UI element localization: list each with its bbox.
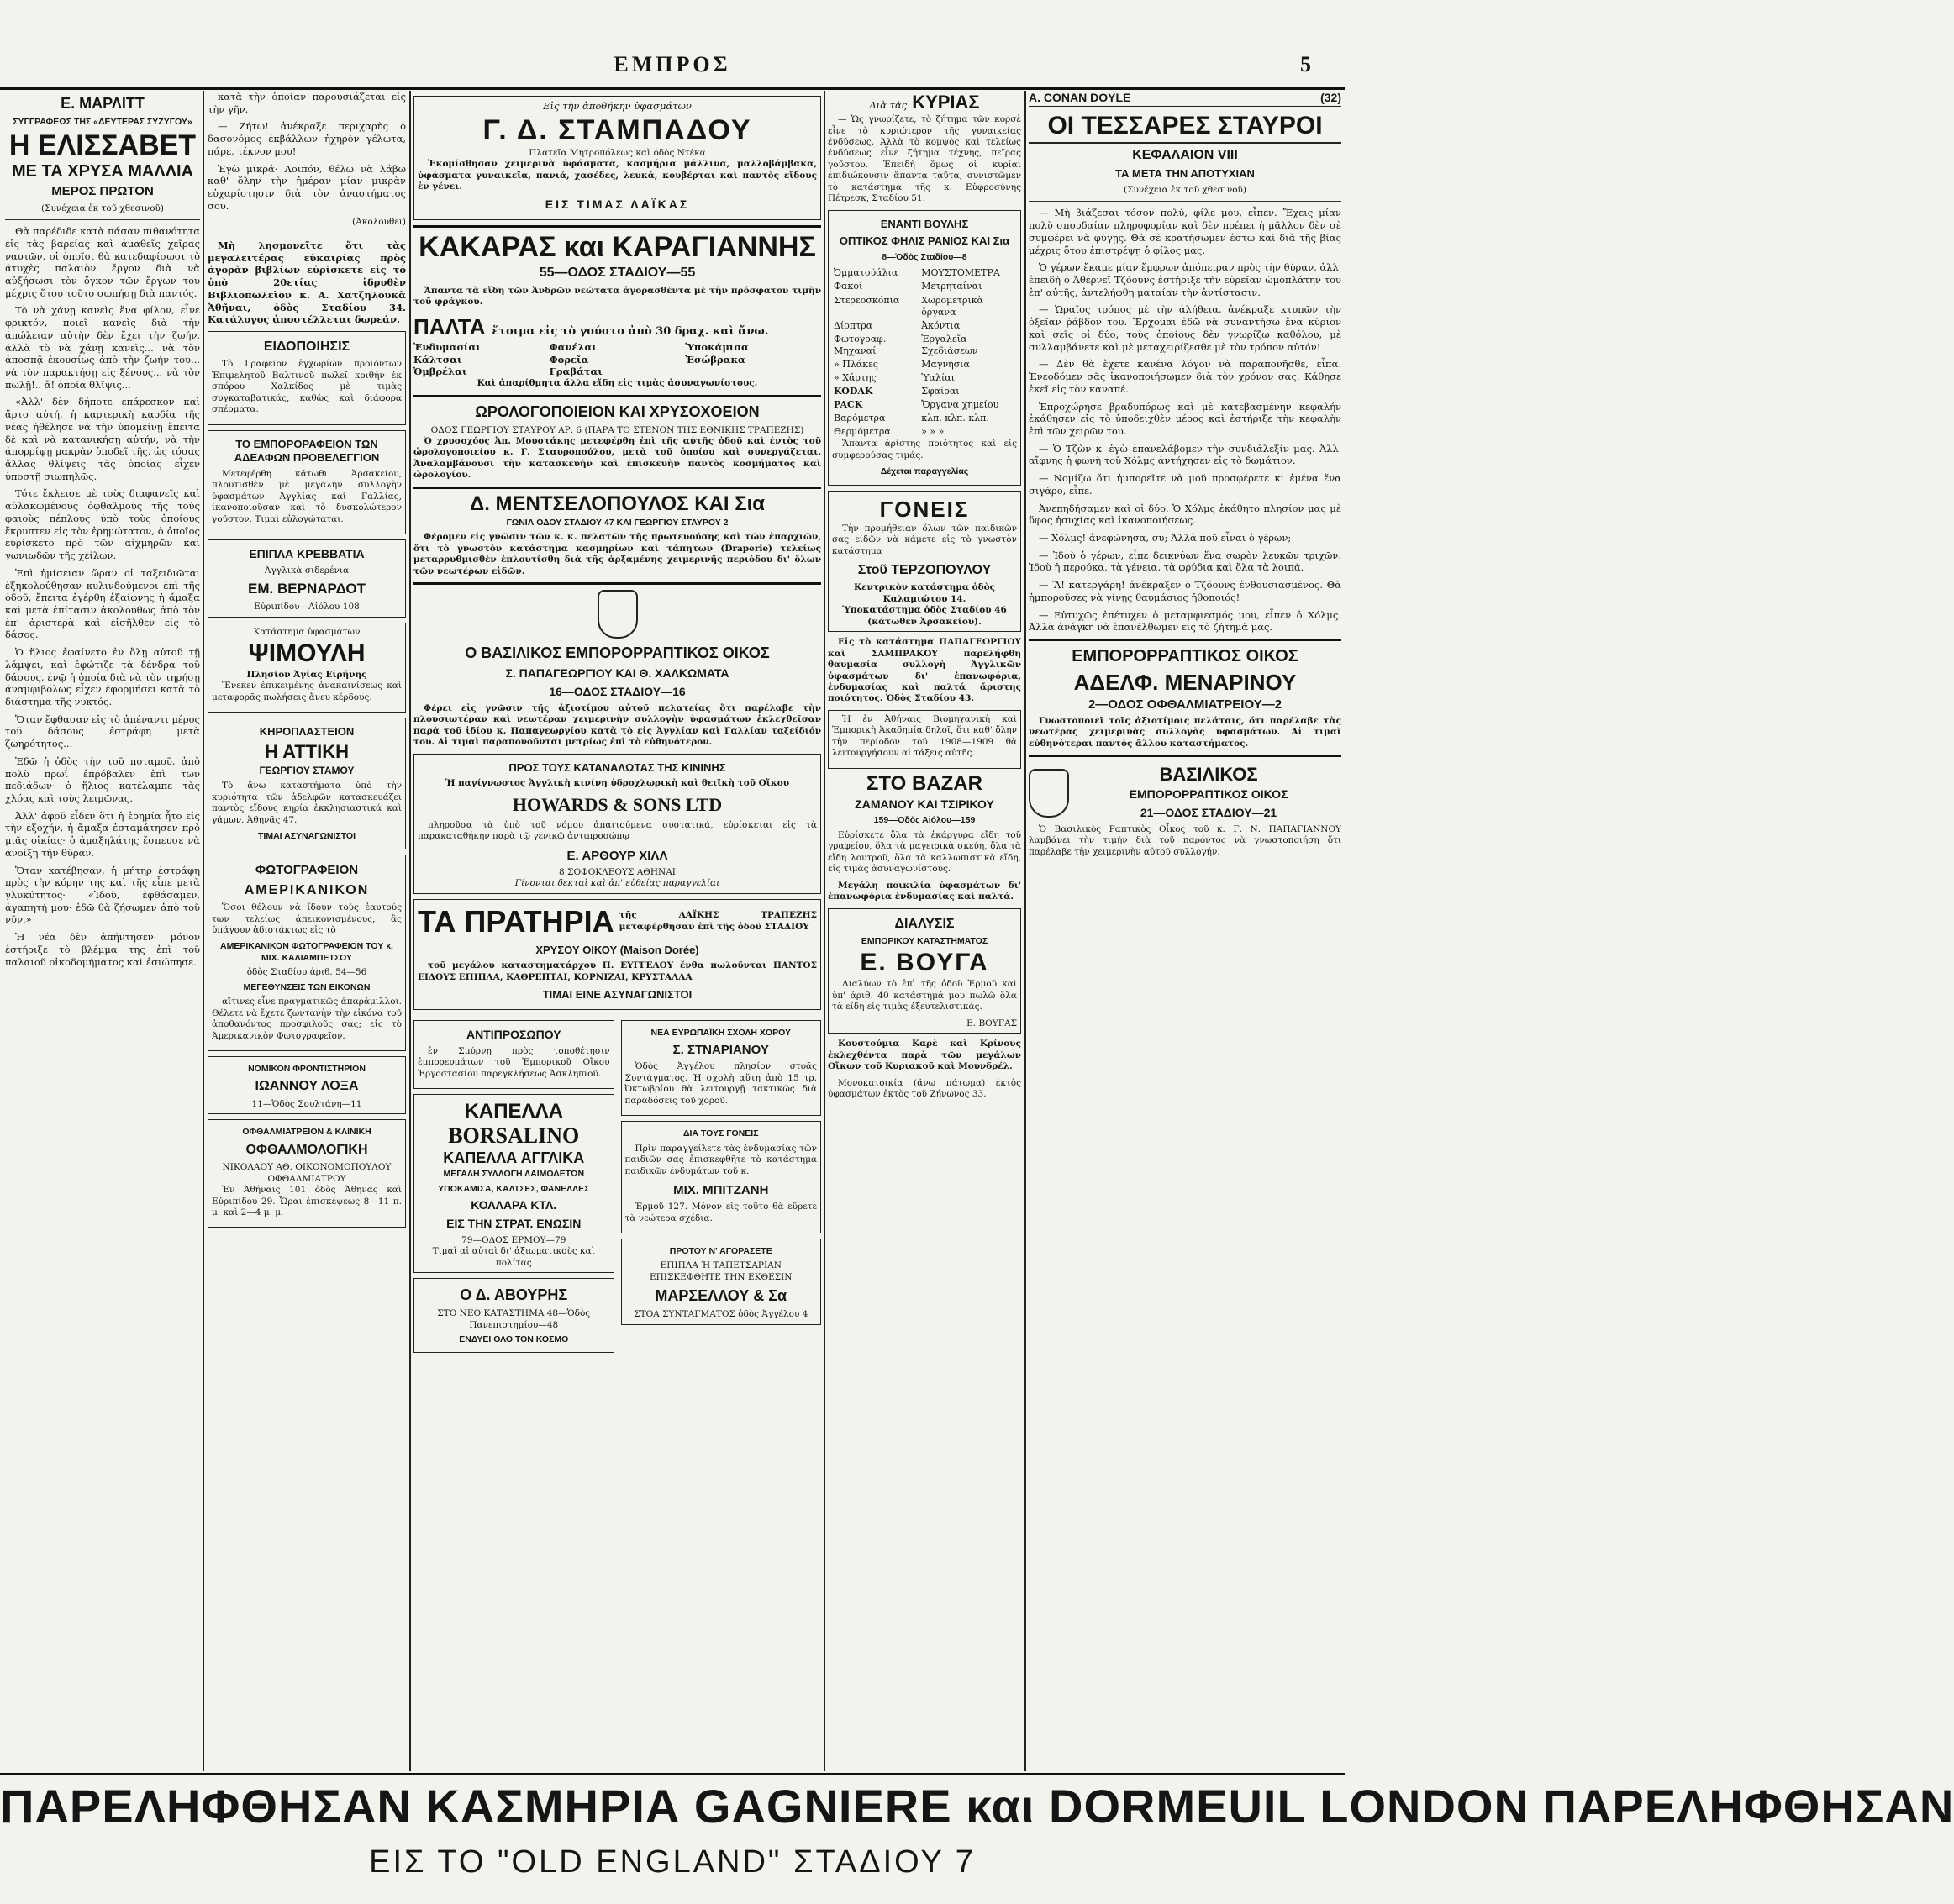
ad-item: Ὀμβρέλαι	[413, 366, 467, 378]
table-row	[832, 425, 1017, 439]
table-cell: κλπ. κλπ. κλπ.	[921, 413, 989, 424]
divider	[413, 487, 821, 489]
ad-text: Ἐν Ἀθήναις 101 ὁδὸς Ἀθηνᾶς καὶ Εὐριπίδου 29. Ὧραι ἐπισκέψεως 8—11 π. μ. καὶ 2—4 μ. μ.	[212, 1185, 402, 1218]
ad-text: Ὁ χρυσοχόος Ἀπ. Μουστάκης μετεφέρθη ἐπὶ τῆς αὐτῆς ὁδοῦ καὶ ἐντὸς τοῦ ὡρολογοποιείου κ. Γ. Σταυροπούλου, μετὰ τοῦ ὁποίου καὶ συνεργάζεται. Ἀναλαμβάνουσι τὴν κατασκευὴν καὶ ἐπισκευὴν παντὸς κοσμήματος καὶ ὡρολογίου.	[413, 436, 821, 481]
ad-head: Εἰς τὴν ἀποθήκην ὑφασμάτων	[543, 100, 692, 112]
divider	[413, 395, 821, 397]
table-row	[832, 358, 1017, 371]
ad-text: αἵτινες εἶνε πραγματικῶς ἀπαράμιλλοι. Θέλετε νὰ ἔχετε ζωντανὴν τὴν εἰκόνα τοῦ ἀποθανόντος προσφιλοῦς σας; εἰς τὸ Ἀμερικανικὸν Φωτογραφεῖον.	[212, 997, 402, 1041]
ad-palta: ΠΑΛΤΑ	[413, 313, 486, 339]
ad-beds	[208, 539, 406, 618]
serial-author: Ε. ΜΑΡΛΙΤΤ	[61, 95, 145, 112]
ad-names: Σ. ΠΑΠΑΓΕΩΡΓΙΟΥ ΚΑΙ Θ. ΧΑΛΚΩΜΑΤΑ	[505, 666, 729, 681]
ad-title: ΚΑΠΕΛΛΑ	[464, 1100, 563, 1123]
paragraph: Τότε ἔκλεισε μὲ τοὺς διαφανεῖς καὶ αὐλακωμένους ὀφθαλμοὺς τῆς τοὺς φαιοὺς πέπλους ὑπὸ τοὺς ὁποίους ἔκρυπτεν εἰς τὸν ἐρημώτατον, ὁ ὁποῖος εὑρίσκετο πρὸ τῶν αἰχμηρῶν καὶ γωνιωδῶν τῆς χείλων.	[5, 487, 200, 562]
ad-quinine	[413, 754, 821, 894]
ad-provelengios	[208, 430, 406, 534]
ad-at: ΕΙΣ ΤΗΝ ΣΤΡΑΤ. ΕΝΩΣΙΝ	[446, 1216, 582, 1230]
ad-name: ΜΙΧ. ΜΠΙΤΖΑΝΗ	[673, 1182, 769, 1197]
paragraph: Ὁ ἥλιος ἐφαίνετο ἐν ὅλῃ αὐτοῦ τῇ λάμψει, καὶ ἐφώτιζε τὰ δένδρα τοῦ δάσους, ἐνῷ ἡ ὁποία διὰ νὰ τὸν τηρήσῃ ἀναμφιβόλως εἶχεν ἐφορμήσει κατὰ τὸ διάστημα τῆς νυκτός.	[5, 646, 200, 707]
table-row	[832, 266, 1017, 280]
newspaper-title: ΕΜΠΡΟΣ	[614, 52, 731, 76]
table-cell: Φακοί	[834, 281, 863, 292]
table-cell: » Χάρτης	[834, 371, 877, 383]
ad-collars: ΚΟΛΛΑΡΑ ΚΤΛ.	[471, 1197, 557, 1212]
chapter-title: ΤΑ ΜΕΤΑ ΤΗΝ ΑΠΟΤΥΧΙΑΝ	[1115, 167, 1255, 181]
ad-doctor: ΝΙΚΟΛΑΟΥ ΑΘ. ΟΙΚΟΝΟΜΟΠΟΥΛΟΥ	[222, 1162, 392, 1173]
table-row	[832, 398, 1017, 412]
divider	[413, 582, 821, 585]
ad-title: ΤΑ ΠΡΑΤΗΡΙΑ	[418, 903, 614, 939]
ad-title: ΔΙΑΛΥΣΙΣ	[894, 916, 955, 931]
ad-subtitle: ΕΠΙΠΛΑ Ή ΤΑΠΕΤΣΑΡΙΑΝ ΕΠΙΣΚΕΦΘΗΤΕ ΤΗΝ ΕΚΘΕΣΙΝ	[649, 1260, 793, 1282]
table-row	[832, 333, 1017, 358]
ad-item: Ἐσώβρακα	[685, 353, 745, 366]
continuation-note: (Συνέχεια ἐκ τοῦ χθεσινοῦ)	[40, 202, 165, 213]
ad-name: ΕΜ. ΒΕΡΝΑΡΔΟΤ	[248, 581, 366, 597]
ad-text: ΣΤΟ ΝΕΟ ΚΑΤΑΣΤΗΜΑ 48—Ὁδὸς Πανεπιστημίου—48	[437, 1308, 591, 1330]
ad-text: Ἐκομίσθησαν χειμερινὰ ὑφάσματα, κασμήρια μάλλινα, μαλλοβάμβακα, ὑφάσματα γυναικεῖα, πανιά, χασέδες, λευκά, κουβέρται καὶ παντὸς εἴδους ἐν γένει.	[418, 159, 817, 192]
continued-note: (Ἀκολουθεῖ)	[352, 217, 406, 228]
ad-text: Πρὶν παραγγείλετε τὰς ἐνδυμασίας τῶν παιδιῶν σας ἐπισκεφθῆτε τὸ κατάστημα παιδικῶν ἐνδυμάτων τοῦ κ.	[624, 1143, 817, 1176]
ad-title: ΒΑΣΙΛΙΚΟΣ	[1159, 764, 1258, 786]
table-cell: Χωρομετρικὰ ὄργανα	[921, 294, 984, 318]
table-cell: Ὄργανα χημείου	[921, 399, 999, 411]
column-rule	[824, 91, 825, 1771]
table-cell: Στερεοσκόπια	[834, 294, 900, 306]
ad-text: Ὁ Βασιλικὸς Ραπτικὸς Οἶκος τοῦ κ. Γ. Ν. ΠΑΠΑΓΙΑΝΝΟΥ λαμβάνει τὴν τιμὴν διὰ τοῦ παρόντος νὰ γνωστοποιήσῃ ὅτι παρέλαβε τὴν χειμερινὴν αὐτοῦ συλλογήν.	[1029, 823, 1341, 857]
ad-text: Διαλύων τὸ ἐπὶ τῆς ὁδοῦ Ἑρμοῦ καὶ ὑπ' ἀριθ. 40 κατάστημά μου πωλῶ ὅλα τὰ εἴδη εἰς τιμὰς ἐξευτελιστικάς.	[832, 979, 1017, 1012]
ad-address: 79—ΟΔΟΣ ΕΡΜΟΥ—79	[461, 1234, 566, 1245]
ad-kakaras	[413, 233, 821, 389]
ad-representative	[413, 1020, 614, 1089]
ad-psimouli	[208, 623, 406, 713]
ad-item: Ἐνδυμασίαι	[413, 340, 481, 353]
ladies-text: — Ὡς γνωρίζετε, τὸ ζήτημα τῶν κορσὲ εἶνε τὸ κυριώτερον τῆς γυναικείας ἐνδύσεως. Ἀλλὰ τὸ κομψὸς καὶ τελείως ἐνδύσεως εἶνε ζήτημα τέχνης, πεῖρας γοῦστου. Ἐπειδὴ ὅμως οἱ κυρίαι ἐπιδιώκουσιν ἅπαντα ταῦτα, συνιστῶμεν τὸ κατάστημα τῆς κ. Εὐφροσύνης Πέτρεσκ, Σταδίου 51.	[828, 114, 1021, 204]
ad-name: ΜΑΡΣΕΛΛΟΥ & Σα	[655, 1287, 787, 1305]
ad-bazar	[828, 771, 1021, 903]
ad-address: ΓΩΝΙΑ ΟΔΟΥ ΣΤΑΔΙΟΥ 47 ΚΑΙ ΓΕΩΡΓΙΟΥ ΣΤΑΥΡΟΥ 2	[506, 517, 729, 528]
serial-author: A. CONAN DOYLE	[1029, 91, 1131, 104]
ad-photo-studio	[208, 855, 406, 1050]
ad-text: Φέρομεν εἰς γνῶσιν τῶν κ. κ. πελατῶν τῆς πρωτευούσης καὶ τῶν ἐπαρχιῶν, ὅτι τὸ γνωστὸν κατάστημα κασμηρίων καὶ τάπητων (Draperie) τελείως μεταρρυθμισθὲν ἐπλουτίσθη διὰ τῆς ἀρξαμένης χειμερινῆς περιόδου δι' ὅλων τῶν νεωτέρων εἰδῶν.	[413, 532, 821, 576]
ad-stampadou	[413, 96, 821, 220]
ad-subtitle: ΕΜΠΟΡΟΡΡΑΠΤΙΚΟΣ ΟΙΚΟΣ	[1129, 787, 1288, 802]
page-number: 5	[1300, 52, 1311, 76]
ad-title: Ο ΒΑΣΙΛΙΚΟΣ ΕΜΠΟΡΟΡΡΑΠΤΙΚΟΣ ΟΙΚΟΣ	[465, 644, 770, 661]
serial-subtitle: ΜΕ ΤΑ ΧΡΥΣΑ ΜΑΛΛΙΑ	[11, 162, 194, 181]
ad-name: Σ. ΣΤΝΑΡΙΑΝΟΥ	[672, 1043, 769, 1058]
ad-text: Ἕνεκεν ἐπικειμένης ἀνακαινίσεως καὶ μεταφορᾶς πωλήσεις ἄνευ κέρδους.	[212, 681, 402, 702]
ad-text: Τὸ ἄνω καταστήματα ὑπὸ τὴν κυριότητα τῶν ἀδελφῶν κατασκευάζει παντὸς εἴδους κηρία ἐκκλησιαστικά καὶ γάμων. Ἀθηνᾶς 47.	[212, 781, 402, 825]
ad-orders: Δέχεται παραγγελίας	[880, 466, 969, 477]
paragraph: «Ἀλλ' δὲν δήποτε επάρεσκον καὶ ἄρτο αὐτή, ἡ καρτερικὴ καρδία τῆς νέας ἠθέλησε νὰ τὴν ὑπομείνῃ ἔπειτα δὲ καὶ νὰ κατανικήσῃ αὐτήν, νὰ τὴν ἀπορρίψῃ μακρὰν ὑποδεῖ τῆς, ὡς τόσας ἄλλας θλίψεις τὰς ὁποίας εἶχεν ὑποστῇ σιωπηλῶς.	[5, 396, 200, 482]
ad-address: Ἑρμοῦ 127. Μόνον εἰς τοῦτο θὰ εὕρετε τὰ νεώτερα σχέδια.	[624, 1202, 817, 1223]
ad-subtitle: ΚΑΠΕΛΛΑ ΑΓΓΛΙΚΑ	[443, 1149, 585, 1167]
table-row	[832, 371, 1017, 385]
banner-headline: ΠΑΡΕΛΗΦΘΗΣΑΝ ΚΑΣΜΗΡΙΑ GAGNIERE και DORMEUIL LONDON ΠΑΡΕΛΗΦΘΗΣΑΝ	[0, 1780, 1954, 1833]
ad-pratiria	[413, 899, 821, 1010]
ad-subtitle: ΜΕΓΕΘΥΝΣΕΙΣ ΤΩΝ ΕΙΚΟΝΩΝ	[243, 981, 371, 992]
ad-royal-house	[1029, 762, 1341, 858]
paragraph: — Ὁ Τζὼν κ' ἐγὼ ἐπανελάβομεν τὴν συνδιάλεξίν μας. Ἀλλ' αἴφνης ἡ φωνὴ τοῦ Χόλμς ἀντήχησεν εἰς τὸ δωμάτιον.	[1029, 442, 1341, 467]
table-cell: » Πλάκες	[834, 358, 878, 370]
table-cell: Σφαίραι	[921, 386, 960, 397]
ad-marsellou	[621, 1239, 822, 1325]
ad-address: 55—ΟΔΟΣ ΣΤΑΔΙΟΥ—55	[539, 266, 696, 281]
ad-optician	[828, 210, 1021, 486]
ad-item: Κάλτσαι	[413, 353, 462, 366]
ladies-head: Διὰ τὰς	[869, 99, 908, 111]
paragraph: Ἡ νέα δὲν ἀπήντησεν· μόνον ἐστήριξε τὸ βλέμμα της ἐπὶ τοῦ παλαιοῦ οἰκοδομήματος καὶ ἐσιώπησε.	[5, 931, 200, 968]
coats-foot: Μονοκατοικία (ἄνω πάτωμα) ἐκτὸς ὑφασμάτων ἐκτὸς τοῦ Ζήνωνος 33.	[828, 1077, 1021, 1099]
ad-price: ΤΙΜΑΙ ΑΣΥΝΑΓΩΝΙΣΤΟΙ	[258, 831, 356, 842]
column-rule	[409, 91, 411, 1771]
ad-address: Κεντρικὸν κατάστημα ὁδὸς Καλαμιώτου 14.	[853, 582, 996, 604]
divider	[5, 219, 200, 220]
table-cell: Θερμόμετρα	[834, 426, 891, 438]
ad-title: ΚΗΡΟΠΛΑΣΤΕΙΟΝ	[259, 725, 355, 739]
table-cell: Δίοπτρα	[834, 319, 873, 331]
ad-title: ΔΙΑ ΤΟΥΣ ΓΟΝΕΙΣ	[682, 1128, 759, 1139]
ad-text: τοῦ μεγάλου καταστηματάρχου Π. ΕΥΓΓΕΛΟΥ ἔνθα πωλοῦνται ΠΑΝΤΟΣ ΕΙΔΟΥΣ ΕΠΙΠΛΑ, ΚΑΘΡΕΠΤΑΙ, ΚΟΡΝΙΖΑΙ, ΚΡΥΣΤΑΛΛΑ	[418, 960, 817, 982]
ad-address: Πλατεῖα Μητροπόλεως καὶ ὁδὸς Ντέκα	[529, 147, 706, 158]
ad-item: Γραβάται	[549, 366, 603, 378]
paragraph: — Μὴ βιάζεσαι τόσον πολύ, φίλε μου, εἶπεν. Ἔχεις μίαν πολὺ σπουδαίαν πληροφορίαν καὶ δὲν πρέπει ἡ μᾶλλον δὲν σὲ συμφέρει νὰ φύγῃς. Θὰ σὲ κρατήσωμεν ἐστω καὶ διὰ τῆς βίας μέχρις ὅτου ἐπιστρέψῃ ὁ φίλος μας.	[1029, 207, 1341, 256]
ad-split-row	[413, 1015, 821, 1359]
ad-head: ΕΝΑΝΤΙ ΒΟΥΛΗΣ	[880, 217, 969, 230]
ad-title: ΟΠΤΙΚΟΣ ΦΗΛΙΣ ΡΑΝΙΟΣ ΚΑΙ Σια	[839, 234, 1010, 248]
ad-foot: Καὶ ἁπαρίθμητα ἄλλα εἴδη εἰς τιμὰς ἀσυναγωνίστους.	[477, 378, 758, 389]
table-cell: Ὑαλίαι	[921, 371, 955, 383]
ad-text: Γνωστοποιεῖ τοῖς ἀξιοτίμοις πελάταις, ὅτι παρέλαβε τὰς νεωτέρας χειμερινὰς συλλογὰς ὑφασμάτων. Αἱ τιμαὶ εὐθηνότεραι παντὸς ἄλλου καταστήματος.	[1029, 715, 1341, 749]
ad-brand: BORSALINO	[448, 1123, 580, 1149]
paragraph: — Ἂ! κατεργάρη! ἀνέκραξεν ὁ Τζόουνς ἐνθουσιασμένος. Θὰ ἠμποροῦσες νὰ γίνῃς θαυμάσιος ἠθοποιός!	[1029, 579, 1341, 603]
ad-item: Φορεῖα	[549, 353, 589, 366]
ad-title: ΝΕΑ ΕΥΡΩΠΑΪΚΗ ΣΧΟΛΗ ΧΟΡΟΥ	[650, 1027, 791, 1038]
ad-eye-clinic	[208, 1119, 406, 1228]
ad-text: Μετεφέρθη κάτωθι Ἀρσακείου, πλουτισθὲν μὲ μεγάλην συλλογὴν ὑφασμάτων Ἀγγλίας καὶ Γαλλίας, ἱκανοποιοῦσαν καὶ τὸ δυσκολώτερον γοῦστον. Τιμαὶ εὐλογώταται.	[212, 468, 402, 524]
ad-name: Γ. Δ. ΣΤΑΜΠΑΔΟΥ	[482, 113, 752, 146]
ad-name: ΟΦΘΑΛΜΟΛΟΓΙΚΗ	[245, 1142, 368, 1157]
ad-name: ΨΙΜΟΥΛΗ	[248, 639, 366, 667]
paragraph: Ἀνεπηδήσαμεν καὶ οἱ δύο. Ὁ Χόλμς ἐκάθητο πλησίον μας μὲ ὕφος ἡσυχίας καὶ ἱκανοποιήσεως.	[1029, 502, 1341, 527]
paragraph: Ἐδῶ ἡ ὁδὸς τὴν τοῦ ποταμοῦ, ἀπὸ πολὺ πρωΐ ἐπρόβαλεν ἐπὶ τῶν πεδιάδων· ὁ ἥλιος κατέλαμπε τὰς χλόας καὶ τοὺς λειμῶνας.	[5, 755, 200, 804]
ad-subtitle-2: ΜΕΓΑΛΗ ΣΥΛΛΟΓΗ ΛΑΙΜΟΔΕΤΩΝ	[443, 1169, 585, 1180]
paragraph: Ἐγὼ μικρά· Λοιπόν, θέλω νὰ λάβω καθ' ὅλην τὴν ἡμέραν μίαν μικρὰν εὐχαρίστησιν διὰ τὸν ἀναστήματος σου.	[208, 162, 406, 212]
ad-text: Φέρει εἰς γνῶσιν τῆς ἀξιοτίμου αὐτοῦ πελατείας ὅτι παρέλαβε τὴν πλουσιωτέραν καὶ νεωτέραν χειμερινὴν συλλογὴν ὑφασμάτων ἐκλεχθεῖσαν παρὰ τοῦ ἰδίου κ. Παπαγεωργίου κατὰ τὸ εἰς Ἀγγλίαν καὶ Γαλλίαν ταξείδιόν του. Αἱ τιμαὶ παραπονοῦνται μετρίως ἐπὶ τὸ εὐθηνότερον.	[413, 702, 821, 748]
paragraph: — Ὡραῖος τρόπος μὲ τὴν ἀλήθεια, ἀνέκραξε κτυπῶν τὴν ὀξεῖαν ῥάβδον του. Ἔρχομαι ἐδῶ νὰ συναντήσω ἕνα κύριον καὶ σεῖς οἱ δύο, τοὺς ὁποίους δὲν γνωρίζω καθόλου, μὲ συλλαμβάνετε καὶ μὲ μεταχειρίζεσθε μὲ τὸν τρόπον αὐτόν!	[1029, 303, 1341, 353]
ad-left-stack	[413, 1015, 614, 1359]
ad-title: ΩΡΟΛΟΓΟΠΟΙΕΙΟΝ ΚΑΙ ΧΡΥΣΟΧΟΕΙΟΝ	[475, 402, 760, 420]
ad-name: Δ. ΜΕΝΤΣΕΛΟΠΟΥΛΟΣ ΚΑΙ Σια	[469, 492, 766, 515]
table-row	[832, 319, 1017, 333]
paragraph: Ὅταν ἔφθασαν εἰς τὸ ἀπέναντι μέρος τοῦ δάσους ἐστράφη μετὰ ζωηρότητος...	[5, 713, 200, 750]
paragraph: — Εὐτυχῶς ἐπέτυχεν ὁ μεταμφιεσμός μου, εἶπεν ὁ Χόλμς. Ἀλλὰ ἀνάγκη νὰ ἐπανέλθωμεν εἰς τὸ ζήτημά μας.	[1029, 608, 1341, 634]
paragraph: — Ζήτω! ἀνέκραξε περιχαρὴς ὁ δασονόμος ἐκβάλλων ἠχηρὸν γέλωτα, πάρε, τέκνον μου!	[208, 120, 406, 157]
paragraph: κατὰ τὴν ὁποίαν παρουσιάζεται εἰς τὴν γῆν.	[208, 91, 406, 115]
ad-title: ΓΟΝΕΙΣ	[879, 496, 970, 522]
paragraph: — Χόλμς! ἀνεφώνησα, σύ; Ἀλλὰ ποῦ εἶναι ὁ γέρων;	[1039, 531, 1292, 544]
ad-foot: Ἅπαντα ἀρίστης ποιότητος καὶ εἰς συμφερούσας τιμάς.	[832, 439, 1017, 460]
ad-hats	[413, 1094, 614, 1273]
ad-price: ΤΙΜΑΙ ΕΙΝΕ ΑΣΥΝΑΓΩΝΙΣΤΟΙ	[542, 988, 693, 1002]
royal-crest-icon	[1029, 769, 1069, 818]
ad-name: ΚΑΚΑΡΑΣ και ΚΑΡΑΓΙΑΝΝΗΣ	[419, 231, 816, 264]
ad-items: ΥΠΟΚΑΜΙΣΑ, ΚΑΛΤΣΕΣ, ΦΑΝΕΛΛΕΣ	[438, 1183, 590, 1194]
paragraph: Ἀλλ' ἀφοῦ εἶδεν ὅτι ἡ ἐρημία ἦτο εἰς τὴν ἐξοχήν, ἡ ἄμαξα ἐσταμάτησεν πρὸ μιᾶς οἰκίας· ὁ ἀμαξηλάτης ἔσπευσε νὰ ἀνοίξῃ τὴν θύραν.	[5, 809, 200, 859]
divider	[413, 225, 821, 228]
ad-foot: ΕΝΔΥΕΙ ΟΛΟ ΤΟΝ ΚΟΣΜΟ	[459, 1333, 569, 1344]
ad-signature: Ε. ΒΟΥΓΑΣ	[966, 1018, 1017, 1028]
ad-attiki	[208, 718, 406, 849]
ad-address: ὁδὸς Σταδίου ἀριθ. 54—56	[246, 967, 367, 978]
ad-text: Ἅπαντα τὰ εἴδη τῶν Ἀνδρῶν νεώτατα ἀγορασθέντα μὲ τὴν πρόσφατον τιμὴν τοῦ φράγκου.	[413, 285, 821, 308]
ad-announcement	[208, 331, 406, 425]
ad-name: ΑΔΕΛΦ. ΜΕΝΑΡΙΝΟΥ	[1073, 669, 1297, 695]
paragraph: Θὰ παρέδιδε κατὰ πάσαν πιθανότητα εἰς τὰς βαρείας καὶ ἀμαθεῖς χεῖρας ναυτῶν, οἱ ὁποῖοι θὰ κατεδαφίσωσι τὸ ἀτυχὲς παλαιὸν ἔργον διὰ νὰ αὐξήσωσι τὸν ὄγκον τῶν ἔργων του μέχρις ὅτου τοῦτο σωπήσῃ διὰ παντός.	[5, 225, 200, 299]
ad-foot: Γίνονται δεκταὶ καὶ ἀπ' εὐθείας παραγγελίαι	[514, 878, 720, 889]
ad-name-2: ΑΜΕΡΙΚΑΝΙΚΟΝ ΦΩΤΟΓΡΑΦΕΙΟΝ ΤΟΥ κ. ΜΙΧ. ΚΑΛΙΑΜΠΕΤΣΟΥ	[220, 941, 393, 963]
serial-part: ΜΕΡΟΣ ΠΡΩΤΟΝ	[51, 184, 154, 199]
table-cell: Φωτογραφ. Μηχαναί	[834, 333, 887, 356]
ad-owner: ΓΕΩΡΓΙΟΥ ΣΤΑΜΟΥ	[259, 764, 355, 776]
ad-avouris	[413, 1278, 614, 1353]
ad-subtitle: Ἀγγλικὰ σιδερένια	[264, 565, 350, 576]
ad-title: ΑΝΤΙΠΡΟΣΩΠΟΥ	[466, 1027, 561, 1041]
ad-text: Ὁδὸς Ἀγγέλου πλησίον στοᾶς Συντάγματος. Ἡ σχολὴ αὕτη ἀπὸ 15 τρ. Ὀκτωβρίου θὰ λειτουργῇ τακτικῶς διὰ παραδόσεις τοῦ χοροῦ.	[624, 1061, 817, 1106]
ad-text: ἐν Σμύρνῃ πρὸς τοποθέτησιν ἐμπορευμάτων τοῦ Ἐμπορικοῦ Οἴκου Ἐργοστασίου παρεγκλήσεως Ἀσκληπιοῦ.	[418, 1045, 610, 1079]
ad-title: ΠΡΟΤΟΥ Ν' ΑΓΟΡΑΣΕΤΕ	[669, 1246, 772, 1257]
serial-author-subtitle: ΣΥΓΓΡΑΦΕΩΣ ΤΗΣ «ΔΕΥΤΕΡΑΣ ΣΥΖΥΓΟΥ»	[13, 117, 192, 128]
ad-address: 8 ΣΟΦΟΚΛΕΟΥΣ ΑΘΗΝΑΙ	[559, 866, 676, 877]
ad-address: 159—Ὁδὸς Αἰόλου—159	[873, 815, 976, 826]
ad-text: Τὸ Γραφεῖον ἐγχωρίων προϊόντων Ἐπιμελητοῦ Βαλτινοῦ πωλεῖ κριθὴν ἐκ σπόρου Χαλκίδος μὲ τιμὰς συγκαταβατικάς, καθὼς καὶ διάφορα σπέρματα.	[212, 359, 402, 415]
divider	[1029, 639, 1341, 641]
ad-parents	[828, 491, 1021, 633]
ad-brand: HOWARDS & SONS LTD	[512, 793, 723, 815]
masthead	[0, 50, 1345, 90]
divider	[1029, 201, 1341, 202]
academy-notice	[828, 710, 1021, 769]
table-cell: Μαγνήσια	[921, 358, 970, 370]
column-1-serial	[5, 91, 200, 1771]
ad-text: Ὅσοι θέλουν νὰ ἴδουν τοὺς ἑαυτούς των τελείως ἀπεικονισμένους, ἂς ὑπάγουν ἀδιστάκτως εἰς τὸ	[212, 902, 402, 936]
table-cell: Ὀμματοϋάλια	[834, 267, 898, 279]
ad-title: ΣΤΟ BAZAR	[866, 771, 982, 795]
column-2	[208, 91, 406, 1771]
paragraph: — Ἰδοὺ ὁ γέρων, εἶπε δεικνύων ἕνα σωρὸν λευκῶν τριχῶν. Ἰδοὺ ἡ περούκα, τὰ γένεια, τὰ φρύδια καὶ ὅλα τὰ λοιπά.	[1029, 549, 1341, 574]
ad-address: ΣΤΟΑ ΣΥΝΤΑΓΜΑΤΟΣ ὁδὸς Ἀγγέλου 4	[634, 1309, 808, 1320]
ad-address: 21—ΟΔΟΣ ΣΤΑΔΙΟΥ—21	[1140, 806, 1277, 819]
ad-for-parents	[621, 1121, 822, 1233]
paragraph: Ἐπὶ ἡμίσειαν ὥραν οἱ ταξειδιῶται ἐξηκολούθησαν κυλινδούμενοι ἐπὶ τῆς ὁδοῦ, ἔπειτα ἐγέρθη ἐξαίφνης ἡ ἄμαξα καὶ μετὰ ἐπίτασιν ἀκολούθως ἀπὸ τὸν ἐπ' ἀριστερὰ καὶ εἰσῆλθεν εἰς τὸ δάσος.	[5, 566, 200, 641]
ad-text: Τὴν προμήθειαν ὅλων τῶν παιδικῶν σας εἰδῶν νὰ κάμετε εἰς τὸ γνωστὸν κατάστημα	[832, 523, 1017, 556]
ad-mentselopoulos	[413, 494, 821, 577]
paragraph: — Δὲν θὰ ἔχετε κανένα λόγον νὰ παραπονῆσθε, εἶπα. Ἐνεοδόμεν σᾶς ἱκανοποιήσωμεν διὰ τὸν χρόνον σας. Κάθησε ἐκεῖ εἰς τὸν καναπέ.	[1029, 358, 1341, 395]
column-4	[828, 91, 1021, 1771]
column-5	[1029, 91, 1341, 1771]
ad-text: πληροῦσα τὰ ὑπὸ τοῦ νόμου ἀπαιτούμενα συστατικά, εὑρίσκεται εἰς τὰ παρακαταθήκην παρὰ τῷ γενικῷ ἀντιπροσώπῳ	[418, 819, 817, 842]
ad-subtitle: Κατάστημα ὑφασμάτων	[253, 626, 361, 637]
table-row	[832, 385, 1017, 398]
ladies-title: ΚΥΡΙΑΣ	[912, 92, 980, 113]
ad-address: 11—Ὁδὸς Σουλτάνη—11	[251, 1098, 362, 1109]
bottom-banner-ad	[0, 1773, 1954, 1901]
column-rule	[203, 91, 204, 1771]
ad-dance-school	[621, 1020, 822, 1116]
ad-name: ΑΜΕΡΙΚΑΝΙΚΟΝ	[244, 882, 370, 897]
ad-items	[413, 341, 821, 378]
serial-title: Η ΕΛΙΣΣΑΒΕΤ	[8, 129, 197, 162]
ad-address: 16—ΟΔΟΣ ΣΤΑΔΙΟΥ—16	[549, 684, 686, 698]
table-cell: » » »	[921, 426, 945, 438]
table-cell: ΜΟΥΣΤΟΜΕΤΡΑ	[921, 267, 1000, 279]
continuation-note: (Συνέχεια ἐκ τοῦ χθεσινοῦ)	[1123, 185, 1247, 195]
ad-text: Ἡ ἐν Ἀθήναις Βιομηχανικὴ καὶ Ἐμπορικὴ Ἀκαδημία δηλοῖ, ὅτι καθ' ὅλην τὴν περίοδον τοῦ 1908—1909 θὰ λειτουργήσουν αἱ τάξεις αὐτῆς.	[832, 713, 1017, 759]
ad-address: ΟΔΟΣ ΓΕΩΡΓΙΟΥ ΣΤΑΥΡΟΥ ΑΡ. 6 (ΠΑΡΑ ΤΟ ΣΤΕΝΟΝ ΤΗΣ ΕΘΝΙΚΗΣ ΤΡΑΠΕΖΗΣ)	[430, 424, 804, 435]
paragraph: Ὅταν κατέβησαν, ἡ μήτηρ ἐστράφη πρὸς τὴν κόρην της καὶ τῆς εἶπε μετὰ γλυκύτητος· «Ἰδοὺ, ἐφθάσαμεν, ἀγαπητή μου· ἐδῶ θὰ ζήσωμεν ἀπὸ τοῦ νῦν.»	[5, 864, 200, 926]
ad-role: ΟΦΘΑΛΜΙΑΤΡΟΥ	[267, 1173, 346, 1184]
ad-agent: Ε. ΑΡΘΟΥΡ ΧΙΛΛ	[566, 848, 668, 863]
ad-title: ΠΡΟΣ ΤΟΥΣ ΚΑΤΑΝΑΛΩΤΑΣ ΤΗΣ ΚΙΝΙΝΗΣ	[508, 760, 726, 774]
ad-title: ΝΟΜΙΚΟΝ ΦΡΟΝΤΙΣΤΗΡΙΟΝ	[248, 1063, 366, 1074]
chapter-number: ΚΕΦΑΛΑΙΟΝ VIII	[1132, 147, 1238, 162]
coats-paragraph: Κουστούμια Καρὲ καὶ Κρίνους ἐκλεχθέντα παρὰ τῶν μεγάλων Οἴκων τοῦ Κυριακοῦ καὶ Μουνδρέλ.	[828, 1039, 1021, 1072]
ad-address: 8—Ὁδὸς Σταδίου—8	[882, 251, 967, 262]
ad-dissolution	[828, 908, 1021, 1034]
ad-law-school	[208, 1056, 406, 1114]
column-3-ads	[413, 91, 821, 1771]
ad-title: ΕΙΔΟΠΟΙΗΣΙΣ	[263, 339, 350, 354]
ad-shop: ΧΡΥΣΟΥ ΟΙΚΟΥ (Maison Dorée)	[535, 943, 699, 956]
table-cell: Ἐργαλεῖα Σχεδιάσεων	[921, 333, 978, 356]
royal-crest-icon	[598, 590, 638, 639]
ad-text: Εὑρίσκετε ὅλα τὰ ἐκάργυρα εἴδη τοῦ γραφείου, ὅλα τὰ μαγειρικὰ σκεύη, ὅλα τὰ εἴδη λουτροῦ, ὅλα τὰ καλλωπιστικὰ εἴδη, εἰς τιμὰς ἀσυναγωνίστους.	[828, 829, 1021, 875]
serial-title: ΟΙ ΤΕΣΣΑΡΕΣ ΣΤΑΥΡΟΙ	[1029, 110, 1341, 144]
paragraph: — Νομίζω ὅτι ἠμπορεῖτε νὰ μοῦ προσφέρετε κι ἐμένα ἕνα σιγάρο, εἶπε.	[1029, 472, 1341, 497]
ad-watchmaker	[413, 402, 821, 481]
ad-title: ΦΩΤΟΓΡΑΦΕΙΟΝ	[255, 863, 359, 878]
column-rule	[1024, 91, 1026, 1771]
ad-royal-tailor	[413, 590, 821, 749]
ad-name: Ε. ΒΟΥΓΑ	[860, 949, 989, 977]
ad-title: ΟΦΘΑΛΜΙΑΤΡΕΙΟΝ & ΚΛΙΝΙΚΗ	[242, 1127, 371, 1138]
ad-name: ΖΑΜΑΝΟΥ ΚΑΙ ΤΣΙΡΙΚΟΥ	[855, 797, 994, 811]
ad-title: ΕΜΠΟΡΟΡΡΑΠΤΙΚΟΣ ΟΙΚΟΣ	[1072, 647, 1298, 665]
serial-number: (32)	[1320, 91, 1341, 104]
paragraph: Ὁ γέρων ἔκαμε μίαν ἔμφρων ἀπόπειραν πρὸς τὴν θύραν, ἀλλ' ἐπειδὴ ὁ Ἀθέρνεϊ Τζόουνς ἐστήριξε τὴν εὐρεῖαν ὠμοπλάτην του ἐπ' αὐτῆς, ἀντελήφθη ματαίαν τὴν ἀντίστασιν.	[1029, 261, 1341, 298]
ad-item: Ὑποκάμισα	[685, 340, 749, 353]
table-row	[832, 412, 1017, 425]
table-row	[832, 294, 1017, 319]
ad-name: Η ΑΤΤΙΚΗ	[264, 740, 349, 762]
table-row	[832, 280, 1017, 293]
ad-address: 2—ΟΔΟΣ ΟΦΘΑΛΜΙΑΤΡΕΙΟΥ—2	[1088, 697, 1282, 712]
notice-paragraph: Εἰς τὸ κατάστημα ΠΑΠΑΓΕΩΡΓΙΟΥ καὶ ΣΑΜΠΡΑΚΟΥ παρελήφθη θαυμασία συλλογὴ Ἀγγλικῶν ὑφασμάτων δι' ἐπανωφόρια, ἐνδυμασίας καὶ παλτά ἄριστης ποιότητος. Ὁδὸς Σταδίου 43.	[828, 637, 1021, 704]
table-cell: Μετρηταίναι	[921, 281, 982, 292]
ad-name: Στοῦ ΤΕΡΖΟΠΟΥΛΟΥ	[857, 562, 992, 577]
ad-subtitle: Ἡ παγίγνωστος Ἀγγλικὴ κινίνη ὑδροχλωρικὴ καὶ θειϊκὴ τοῦ Οἴκου	[445, 778, 790, 789]
optics-table	[832, 266, 1017, 439]
ad-foot: Μεγάλη ποικιλία ὑφασμάτων δι' ἐπανωφόρια ἐνδυμασίας καὶ παλτά.	[828, 880, 1021, 902]
ad-name: Ο Δ. ΑΒΟΥΡΗΣ	[460, 1286, 568, 1304]
ad-name: ΙΩΑΝΝΟΥ ΛΟΞΑ	[255, 1079, 359, 1094]
ad-subtitle: ΕΜΠΟΡΙΚΟΥ ΚΑΤΑΣΤΗΜΑΤΟΣ	[861, 936, 988, 947]
ad-side: τῆς ΛΑΪΚΗΣ ΤΡΑΠΕΖΗΣ μεταφέρθησαν ἐπὶ τῆς ὁδοῦ ΣΤΑΔΙΟΥ	[619, 910, 817, 932]
ad-address-2: Ὑποκατάστημα ὁδὸς Σταδίου 46 (κάτωθεν Ἀρσακείου).	[842, 605, 1007, 627]
paragraph: Ἐπροχώρησε βραδυπόρως καὶ μὲ κατεβασμένην κεφαλήν ἐκάθησεν εἰς τὸ ὑποδειχθὲν μέρος καὶ ἐστήριξε τὴν κεφαλὴν ἐπὶ τῶν χειρῶν του.	[1029, 400, 1341, 437]
ad-item: Φανέλαι	[549, 340, 597, 353]
ad-price: ΕΙΣ ΤΙΜΑΣ ΛΑΪΚΑΣ	[545, 197, 690, 212]
table-cell: Βαρόμετρα	[834, 413, 886, 424]
ad-address: Πλησίον Ἁγίας Εἰρήνης	[246, 670, 367, 680]
ad-menarinou	[1029, 646, 1341, 750]
ad-address: Εὐριπίδου—Αἰόλου 108	[254, 602, 360, 613]
divider	[1029, 755, 1341, 757]
table-cell: PACK	[834, 399, 863, 411]
table-cell: KODAK	[834, 386, 873, 397]
paragraph: Τὸ νὰ χάνῃ κανεὶς ἕνα φίλον, εἶνε φρικτόν, ποιεῖ κανεὶς διὰ τὴν ἀπώλειαν αὐτὴν δὲν ἔχει τὴν ζωήν, ἀλλὰ τὸ νὰ χάνῃ κανεὶς... νὰ τὸν ἀποσπᾷ ἐκουσίως ἀπὸ τὴν ζωήν του... νὰ τὸν παρακτήσῃ εἰς ξένους... νὰ τὸν πωλῇ!.. ἄ! ὁποία θλῖψις...	[5, 304, 200, 391]
ad-right-stack	[621, 1015, 822, 1359]
table-cell: Ἀκόντια	[921, 319, 961, 331]
bookshop-notice: Μὴ λησμονεῖτε ὅτι τὰς μεγαλειτέρας εὐκαιρίας πρὸς ἀγορὰν βιβλίων εὑρίσκετε εἰς τὸ ὑπὸ 20ετίας ἱδρυθὲν Βιβλιοπωλεῖον κ. Α. Χατζηλουκᾶ Ἀθῆναι, ὁδὸς Σταδίου 34. Κατάλογος ἀποστέλλεται δωρεάν.	[208, 239, 406, 326]
ad-palta-text: ἕτοιμα εἰς τὸ γούστο ἀπὸ 30 δραχ. καὶ ἄνω.	[492, 324, 769, 338]
banner-subline: ΕΙΣ ΤΟ "OLD ENGLAND" ΣΤΑΔΙΟΥ 7	[369, 1844, 976, 1880]
ad-title: ΕΠΙΠΛΑ ΚΡΕΒΒΑΤΙΑ	[249, 547, 365, 561]
ad-title: ΤΟ ΕΜΠΟΡΟΡΑΦΕΙΟΝ ΤΩΝ ΑΔΕΛΦΩΝ ΠΡΟΒΕΛΕΓΓΙΟΝ	[234, 437, 380, 465]
ad-foot: Τιμαὶ αἱ αὐταὶ δι' ἀξιωματικοὺς καὶ πολίτας	[432, 1246, 595, 1268]
